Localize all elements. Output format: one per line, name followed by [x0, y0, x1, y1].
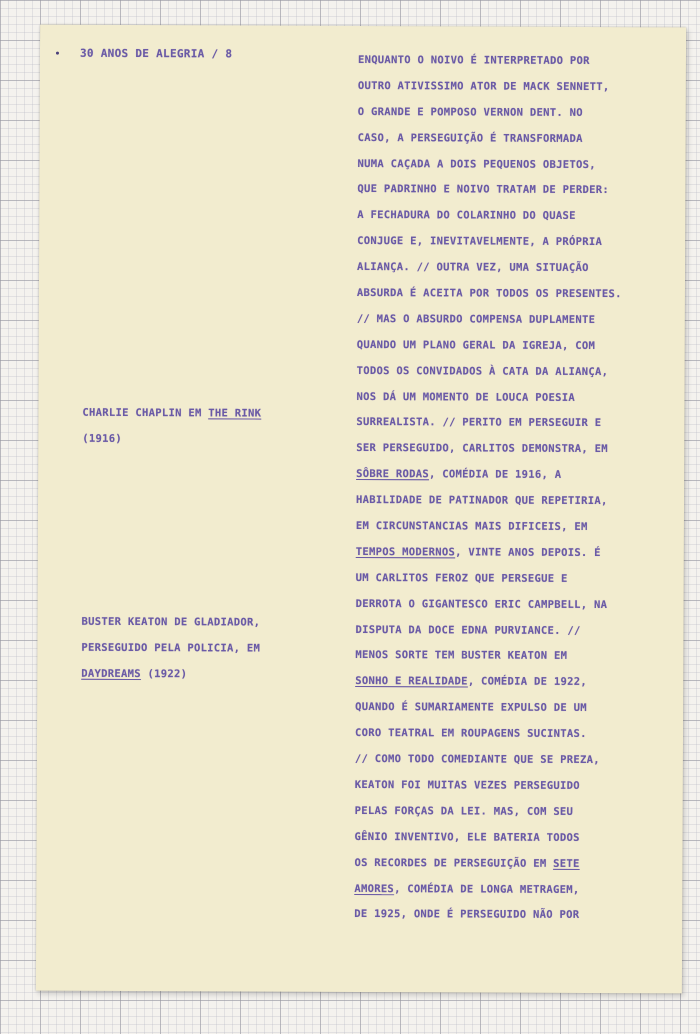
margin-note-line: DAYDREAMS (1922) — [81, 667, 188, 681]
body-line: CONJUGE E, INEVITAVELMENTE, A PRÓPRIA — [357, 235, 603, 249]
body-line: CORO TEATRAL EM ROUPAGENS SUCINTAS. — [354, 727, 587, 741]
body-line: NOS DÁ UM MOMENTO DE LOUCA POESIA — [356, 390, 576, 404]
body-line: MENOS SORTE TEM BUSTER KEATON EM — [355, 649, 568, 663]
film-title: THE RINK — [208, 407, 262, 420]
body-line: // COMO TODO COMEDIANTE QUE SE PREZA, — [354, 753, 600, 767]
body-line: TEMPOS MODERNOS, VINTE ANOS DEPOIS. É — [355, 545, 601, 559]
body-line: UM CARLITOS FEROZ QUE PERSEGUE E — [355, 571, 568, 585]
film-title: AMORES — [354, 882, 395, 895]
body-line: KEATON FOI MUITAS VEZES PERSEGUIDO — [354, 778, 580, 792]
body-line: OS RECORDES DE PERSEGUIÇÃO EM SETE — [354, 856, 580, 870]
page-title: 30 ANOS DE ALEGRIA / 8 — [79, 46, 233, 61]
body-text — [354, 48, 623, 929]
film-title: SÔBRE RODAS — [356, 468, 430, 481]
body-line: PELAS FORÇAS DA LEI. MAS, COM SEU — [354, 804, 574, 818]
body-line: QUANDO É SUMARIAMENTE EXPULSO DE UM — [355, 701, 587, 715]
body-line: SONHO E REALIDADE, COMÉDIA DE 1922, — [355, 675, 588, 689]
film-title: TEMPOS MODERNOS — [355, 545, 456, 559]
body-line: DERROTA O GIGANTESCO ERIC CAMPBELL, NA — [355, 597, 608, 611]
body-line: DE 1925, ONDE É PERSEGUIDO NÃO POR — [354, 908, 580, 922]
body-line: CASO, A PERSEGUIÇÃO É TRANSFORMADA — [357, 131, 583, 145]
margin-note-line: PERSEGUIDO PELA POLICIA, EM — [81, 641, 261, 655]
body-line: SÔBRE RODAS, COMÉDIA DE 1916, A — [356, 468, 562, 482]
margin-note-line: BUSTER KEATON DE GLADIADOR, — [81, 615, 261, 629]
film-title: SONHO E REALIDADE — [355, 675, 468, 688]
typed-page — [36, 25, 686, 994]
body-line: SER PERSEGUIDO, CARLITOS DEMONSTRA, EM — [356, 442, 608, 456]
body-line: HABILIDADE DE PATINADOR QUE REPETIRIA, — [356, 494, 608, 508]
body-line: ALIANÇA. // OUTRA VEZ, UMA SITUAÇÃO — [357, 261, 589, 275]
body-line: O GRANDE E POMPOSO VERNON DENT. NO — [357, 105, 583, 119]
body-line: EM CIRCUNSTANCIAS MAIS DIFICEIS, EM — [355, 520, 588, 534]
film-title: SETE — [553, 857, 580, 870]
body-line: QUANDO UM PLANO GERAL DA IGREJA, COM — [356, 338, 596, 352]
margin-note-keaton — [81, 610, 260, 688]
body-line: TODOS OS CONVIDADOS À CATA DA ALIANÇA, — [356, 364, 609, 378]
body-line: OUTRO ATIVISSIMO ATOR DE MACK SENNETT, — [357, 79, 610, 93]
margin-note-line: CHARLIE CHAPLIN EM THE RINK — [82, 406, 262, 420]
body-line: ENQUANTO O NOIVO É INTERPRETADO POR — [357, 53, 590, 67]
body-line: A FECHADURA DO COLARINHO DO QUASE — [357, 209, 576, 223]
body-line: GÊNIO INVENTIVO, ELE BATERIA TODOS — [354, 830, 580, 844]
body-line: ABSURDA É ACEITA POR TODOS OS PRESENTES. — [356, 286, 622, 301]
body-line: NUMA CAÇADA A DOIS PEQUENOS OBJETOS, — [357, 157, 596, 171]
body-line: DISPUTA DA DOCE EDNA PURVIANCE. // — [355, 623, 581, 637]
body-line: AMORES, COMÉDIA DE LONGA METRAGEM, — [354, 882, 580, 896]
margin-note-chaplin — [82, 401, 261, 454]
body-line: QUE PADRINHO E NOIVO TRATAM DE PERDER: — [357, 183, 610, 197]
film-title: DAYDREAMS — [81, 667, 141, 680]
ink-mark — [56, 52, 59, 55]
body-line: // MAS O ABSURDO COMPENSA DUPLAMENTE — [356, 312, 596, 326]
body-line: SURREALISTA. // PERITO EM PERSEGUIR E — [356, 416, 602, 430]
margin-note-line: (1916) — [82, 432, 123, 445]
